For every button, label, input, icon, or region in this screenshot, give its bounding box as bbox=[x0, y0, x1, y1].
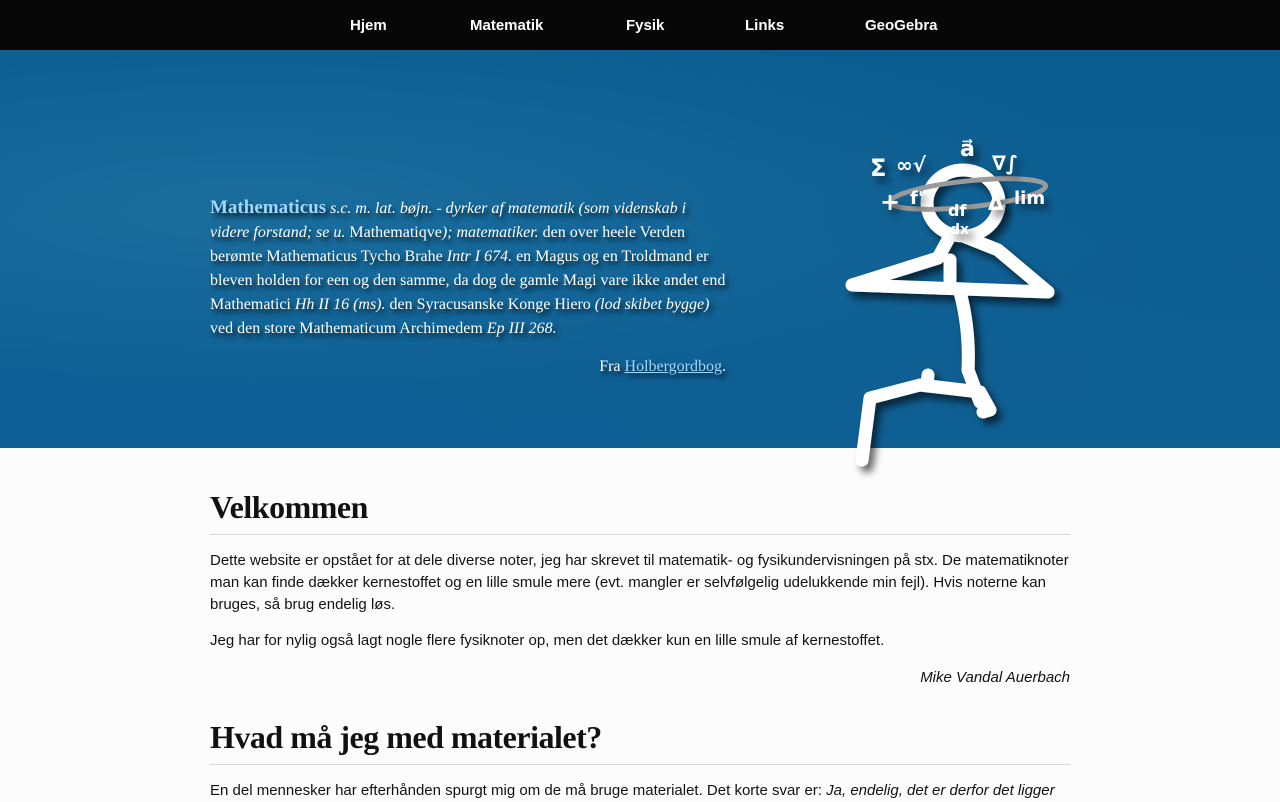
material-paragraph-1 bbox=[210, 780, 1070, 802]
quote-text-1: den over heele Verden berømte Mathematicus Tycho Brahe bbox=[210, 224, 685, 265]
svg-text:a⃗: a⃗ bbox=[960, 137, 975, 162]
svg-text:Δ: Δ bbox=[988, 191, 1004, 215]
section-title-velkommen: Velkommen bbox=[210, 489, 1070, 535]
quote-text-2: en Magus og en Troldmand er bleven holden for een og den samme, da dog de gamle Magi vare ikke andet end Mathematici bbox=[210, 248, 726, 313]
source-suffix: . bbox=[722, 358, 726, 375]
hero-banner bbox=[0, 50, 1280, 448]
svg-text:∞√: ∞√ bbox=[896, 153, 926, 177]
quote-headword: Mathematicus bbox=[210, 197, 327, 218]
nav-item-fysik[interactable]: Fysik bbox=[626, 17, 665, 34]
nav-item-geogebra[interactable]: GeoGebra bbox=[865, 17, 938, 34]
svg-text:Σ: Σ bbox=[870, 154, 887, 182]
svg-text:f': f' bbox=[910, 188, 924, 209]
welcome-paragraph-2: Jeg har for nylig også lagt nogle flere fysiknoter op, men det dækker kun en lille smule af kernestoffet. bbox=[210, 632, 885, 649]
svg-text:df: df bbox=[948, 201, 967, 220]
top-navigation bbox=[0, 0, 1280, 50]
quote-grammar: s.c. m. lat. bøjn. bbox=[330, 200, 433, 217]
nav-item-hjem[interactable]: Hjem bbox=[350, 17, 387, 34]
author-signature: Mike Vandal Auerbach bbox=[920, 669, 1070, 686]
quote-ref-word: Mathematiqve bbox=[349, 224, 442, 241]
quote-text-4: ved den store Mathematicum Archimedem bbox=[210, 320, 483, 337]
svg-text:∇∫: ∇∫ bbox=[992, 151, 1019, 175]
material-italic-answer: Ja, endelig, det er derfor det ligger bbox=[826, 782, 1055, 799]
quote-source bbox=[210, 355, 726, 379]
section-title-materiale: Hvad må jeg med materialet? bbox=[210, 719, 1070, 765]
svg-text:lim: lim bbox=[1014, 188, 1046, 209]
welcome-paragraph-1: Dette website er opstået for at dele diverse noter, jeg har skrevet til matematik- og fysikundervisningen på stx. De matematiknoter man kan finde dækker kernestoffet og en lille smule mere (evt. mangler er selvfølgelig udelukkende min fejl). Hvis noterne kan bruges, så brug endelig løs. bbox=[210, 552, 1069, 613]
svg-text:dx: dx bbox=[950, 222, 970, 238]
mathematician-stick-figure-icon bbox=[800, 130, 1080, 480]
nav-item-links[interactable]: Links bbox=[745, 17, 785, 34]
nav-item-matematik[interactable]: Matematik bbox=[470, 17, 544, 34]
main-content bbox=[210, 448, 1070, 802]
quote-definition: dyrker af matematik (som videnskab i videre forstand; se u. bbox=[210, 200, 687, 241]
quote-cite-2: Hh II 16 (ms). bbox=[294, 296, 386, 313]
quote-dash: - bbox=[432, 200, 446, 217]
dictionary-quote bbox=[210, 196, 726, 379]
svg-text:+: + bbox=[880, 188, 901, 216]
quote-cite-3: (lod skibet bygge) bbox=[594, 296, 710, 313]
quote-cite-4: Ep III 268. bbox=[486, 320, 557, 337]
quote-text-3: den Syracusanske Konge Hiero bbox=[389, 296, 591, 313]
quote-cite-1: Intr I 674. bbox=[446, 248, 513, 265]
holbergordbog-link[interactable]: Holbergordbog bbox=[624, 358, 722, 375]
quote-definition-end: ); matematiker. bbox=[441, 224, 539, 241]
material-text: En del mennesker har efterhånden spurgt mig om de må bruge materialet. Det korte svar er: bbox=[210, 782, 827, 799]
source-prefix: Fra bbox=[599, 358, 621, 375]
quote-body bbox=[210, 196, 726, 341]
